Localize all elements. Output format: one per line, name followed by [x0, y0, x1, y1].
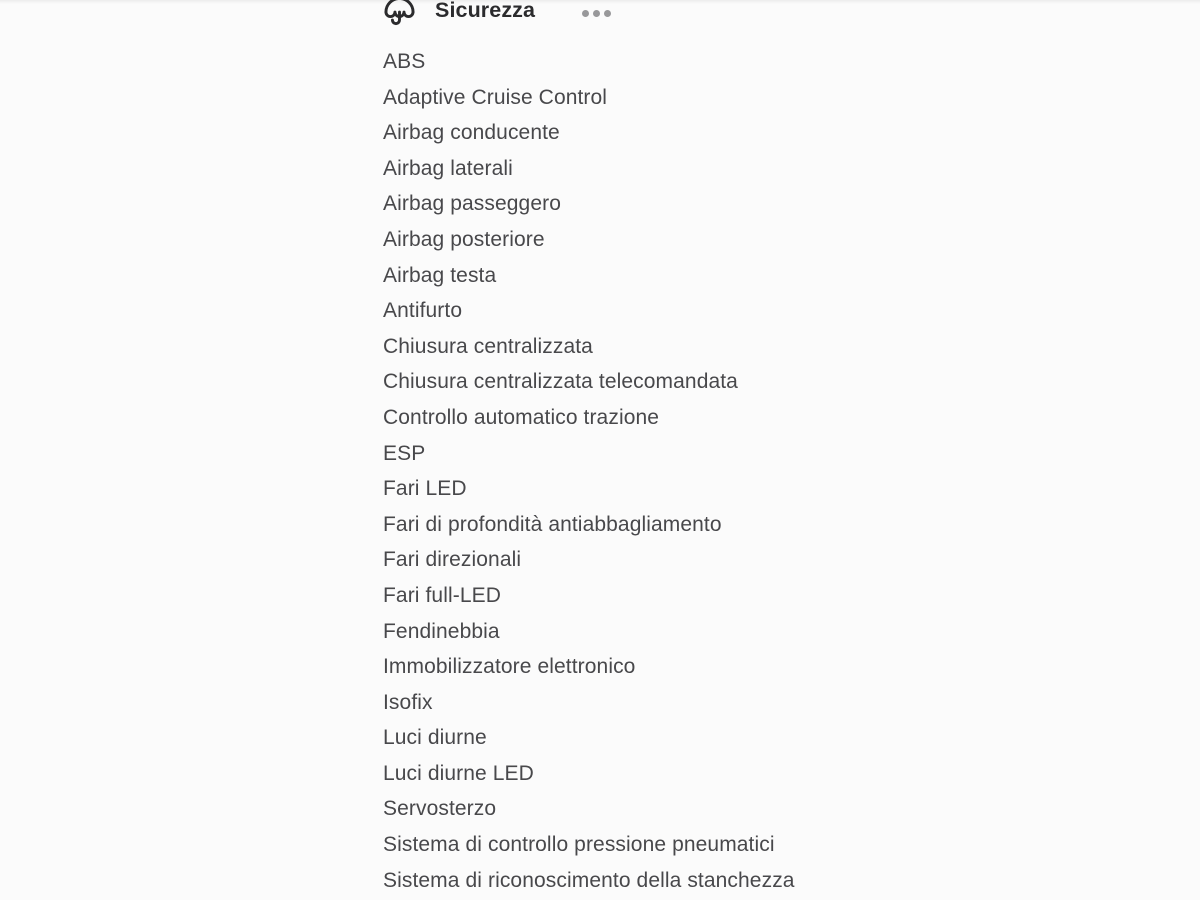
safety-feature-item: Airbag passeggero [383, 192, 561, 216]
safety-feature-item: Sistema di controllo pressione pneumatici [383, 833, 775, 857]
umbrella-icon [381, 0, 418, 29]
safety-feature-item: Airbag posteriore [383, 227, 545, 251]
safety-feature-item: Fari di profondità antiabbagliamento [383, 512, 722, 536]
safety-feature-item: Fari direzionali [383, 548, 522, 572]
safety-features-list [383, 44, 1083, 898]
safety-feature-item: ABS [383, 50, 426, 73]
safety-feature-item: Luci diurne [383, 726, 487, 750]
safety-feature-item: Controllo automatico trazione [383, 405, 660, 429]
more-options-button[interactable] [580, 6, 613, 21]
safety-feature-item: Antifurto [383, 299, 463, 323]
safety-feature-item: Isofix [383, 690, 433, 714]
safety-feature-item: Immobilizzatore elettronico [383, 655, 636, 679]
safety-feature-item: Airbag conducente [383, 121, 560, 145]
safety-feature-item: Adaptive Cruise Control [383, 85, 608, 109]
safety-feature-item: Airbag laterali [383, 156, 513, 180]
safety-feature-item: Servosterzo [383, 797, 497, 821]
safety-equipment-section [382, 0, 982, 892]
safety-feature-item: Airbag testa [383, 263, 497, 287]
safety-feature-item: ESP [383, 441, 426, 465]
safety-feature-item: Fendinebbia [383, 619, 500, 643]
safety-feature-item: Chiusura centralizzata telecomandata [383, 370, 738, 394]
section-header [382, 0, 982, 30]
safety-feature-item: Luci diurne LED [383, 761, 534, 785]
safety-feature-item: Chiusura centralizzata [383, 334, 593, 358]
safety-feature-item: Fari full-LED [383, 583, 501, 607]
safety-feature-item: Sistema di riconoscimento della stanchezza [383, 868, 795, 892]
safety-feature-item: Fari LED [383, 477, 467, 501]
ellipsis-icon [582, 10, 611, 17]
section-title: Sicurezza [435, 0, 536, 22]
